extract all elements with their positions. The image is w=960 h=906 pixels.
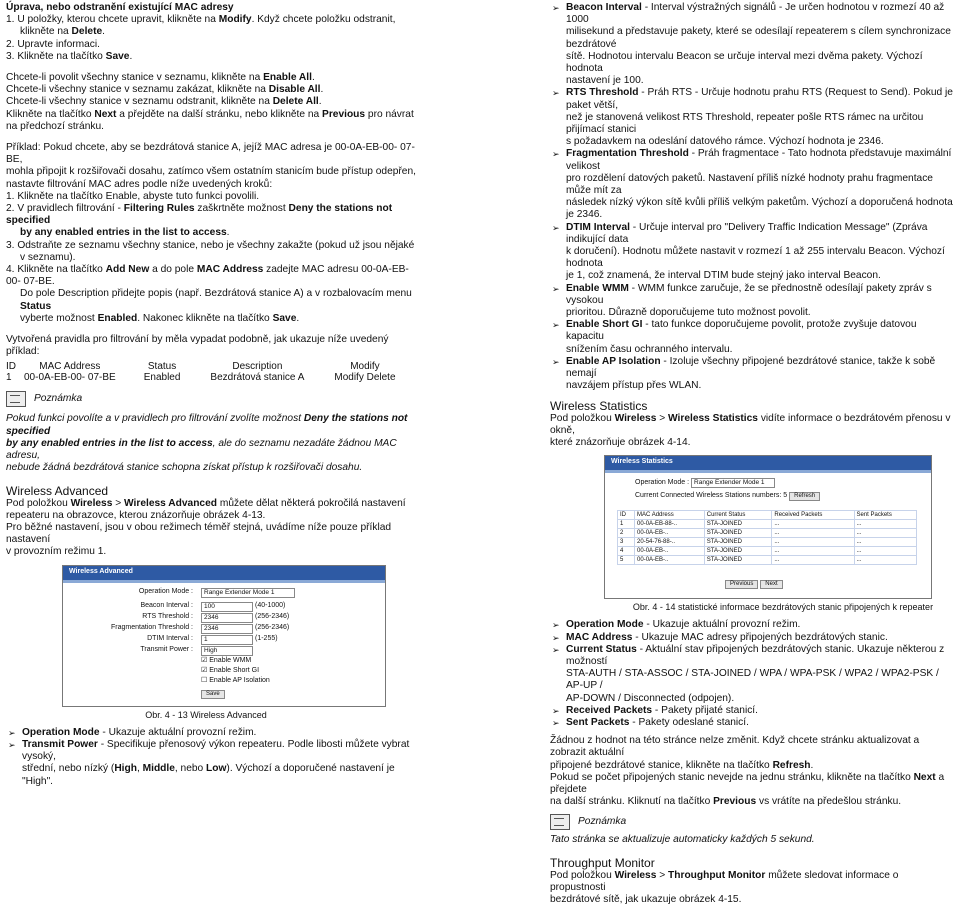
wireless-advanced-heading: Wireless Advanced: [6, 483, 109, 498]
table-header-cell: Current Status: [704, 511, 772, 520]
table-cell: 20-54-76-88-..: [635, 538, 705, 547]
arrow-bullet-icon: ➢: [552, 3, 560, 13]
previous-button[interactable]: Previous: [725, 580, 758, 589]
edit-step-2: 2. Upravte informaci.: [6, 38, 100, 50]
table-cell: 1: [6, 372, 12, 384]
fragmentation-label: Fragmentation Threshold :: [111, 623, 193, 631]
item-text: - Práh RTS - Určuje hodnotu prahu RTS (Request to Send). Pokud je paket větší,: [566, 87, 953, 111]
list-item: [550, 173, 956, 197]
next-previous-text: Klikněte na tlačítko Next a přejděte na další stránku, nebo klikněte na Previous pro návrat: [6, 108, 414, 120]
table-cell: ...: [854, 520, 917, 529]
list-item: [550, 112, 956, 136]
example-step-3b: v seznamu).: [20, 251, 76, 263]
table-header-cell: Modify: [350, 361, 380, 373]
dtim-range: (1-255): [255, 634, 278, 642]
ws-operation-mode: Operation Mode : Range Extender Mode 1: [635, 478, 775, 488]
list-item: [550, 87, 956, 111]
note-label: Poznámka: [34, 393, 83, 405]
wa-para-4: v provozním režimu 1.: [6, 546, 107, 558]
example-step-3: 3. Odstraňte ze seznamu všechny stanice, nebo je všechny zakažte (pokud už jsou nějaké: [6, 239, 415, 251]
arrow-bullet-icon: ➢: [552, 620, 560, 631]
item-operation-mode: ➢ Operation Mode - Ukazuje aktuální provozní režim.: [8, 726, 257, 738]
list-item: [550, 619, 956, 631]
table-cell: 00-0A-EB-..: [635, 556, 705, 565]
example-step-4: 4. Klikněte na tlačítko Add New a do pole MAC Address zadejte MAC adresu 00-0A-EB-00- 07-BE.: [6, 264, 409, 288]
ws-para-2: které znázorňuje obrázek 4-14.: [550, 436, 691, 448]
wa-para-3: Pro běžné nastavení, jsou v obou režimech téměř stejná, uvádíme níže pouze příklad nastavení: [6, 521, 392, 546]
arrow-bullet-icon: ➢: [552, 356, 560, 367]
note-block-2: [550, 814, 956, 830]
operation-mode-value: Range Extender Mode 1: [201, 588, 295, 598]
arrow-bullet-icon: ➢: [8, 739, 16, 750]
table-row: [618, 538, 917, 547]
change-para-1: Žádnou z hodnot na této stránce nelze změnit. Když chcete stránku aktualizovat a zobrazit aktuální: [550, 735, 920, 759]
note-icon: [550, 814, 570, 830]
wireless-advanced-screenshot: [62, 565, 386, 707]
example-line-1: Příklad: Pokud chcete, aby se bezdrátová stanice A, jejíž MAC adresa je 00-0A-EB-00- 07-BE,: [6, 142, 415, 166]
table-cell: 5: [618, 556, 635, 565]
item-text: je 1, což znamená, že interval DTIM bude stejný jako interval Beacon.: [566, 270, 881, 282]
beacon-interval-range: (40-1000): [255, 601, 286, 609]
stations-table: [617, 510, 917, 565]
item-term: Sent Packets: [566, 716, 630, 728]
item-text: milisekund a představuje pakety, které se odesílají repeaterem s cílem synchronizace bezdrátové: [566, 26, 951, 50]
wa-para-1: Pod položkou Wireless > Wireless Advanced můžete dělat některá pokročilá nastavení: [6, 497, 406, 509]
table-cell: 00-0A-EB-..: [635, 547, 705, 556]
item-transmit-power: ➢ Transmit Power - Specifikuje přenosový výkon repeateru. Podle libosti můžete vybrat vysoký,: [8, 738, 410, 763]
table-cell: Bezdrátová stanice A: [210, 372, 305, 384]
ws-station-count: Current Connected Wireless Stations numbers: 5 Refresh: [635, 492, 820, 501]
item-term: Enable AP Isolation: [566, 355, 661, 367]
table-row: [618, 529, 917, 538]
ws-para-1: Pod položkou Wireless > Wireless Statistics vidíte informace o bezdrátovém přenosu v okně,: [550, 412, 951, 436]
bulk-enable: Chcete-li povolit všechny stanice v seznamu, klikněte na Enable All.: [6, 72, 315, 84]
table-cell: ...: [854, 547, 917, 556]
table-cell: 00-0A-EB-00- 07-BE: [24, 372, 116, 384]
item-term: Operation Mode: [566, 619, 644, 631]
item-text: - Ukazuje aktuální provozní režim.: [643, 619, 801, 631]
wireless-statistics-screenshot: [604, 455, 932, 599]
item-text: - Interval výstražných signálů - Je určen hodnotou v rozmezí 40 až 1000: [566, 2, 945, 26]
beacon-interval-label: Beacon Interval :: [140, 601, 193, 609]
ap-isolation-checkbox-row[interactable]: ☐ Enable AP Isolation: [201, 676, 270, 684]
item-text: - Aktuální stav připojených bezdrátových stanic. Ukazuje některou z možností: [566, 643, 945, 667]
note-text-3: nebude žádná bezdrátová stanice schopna získat přístup k rozšiřovači dosahu.: [6, 462, 363, 474]
table-cell: 00-0A-EB-..: [635, 529, 705, 538]
item-text: - WMM funkce zaručuje, že se přednostně odesílají pakety zpráv s vysokou: [566, 282, 932, 306]
item-text: než je stanovená velikost RTS Threshold, repeater pošle RTS rámec na určitou přijímací stanici: [566, 111, 924, 136]
item-term: Enable WMM: [566, 282, 629, 294]
table-header-cell: ID: [6, 361, 16, 373]
item-text: STA-AUTH / STA-ASSOC / STA-JOINED / WPA / WPA-PSK / WPA2 / WPA2-PSK / AP-UP /: [566, 668, 939, 692]
table-cell: Enabled: [143, 372, 181, 384]
example-step-2: 2. V pravidlech filtrování - Filtering Rules zaškrtněte možnost Deny the stations not specified: [6, 203, 393, 227]
list-item: [550, 2, 956, 26]
tm-para-2: bezdrátové sítě, jak ukazuje obrázek 4-15.: [550, 893, 742, 905]
item-text: navzájem přístup přes WLAN.: [566, 380, 702, 392]
item-term: DTIM Interval: [566, 221, 630, 233]
wireless-statistics-heading: Wireless Statistics: [550, 398, 648, 413]
item-text: sítě. Hodnotou intervalu Beacon se určuje interval mezi dvěma pakety. Výchozí hodnota: [566, 50, 923, 75]
list-item: [550, 148, 956, 172]
arrow-bullet-icon: ➢: [552, 283, 560, 294]
arrow-bullet-icon: ➢: [552, 320, 560, 331]
example-step-2b: by any enabled entries in the list to access.: [20, 227, 230, 239]
list-item: [550, 307, 956, 319]
example-line-3: nastavte filtrování MAC adres podle níže uvedených kroků:: [6, 178, 273, 190]
operation-mode-label: Operation Mode :: [138, 587, 193, 595]
table-row: [6, 361, 400, 372]
left-column: [6, 2, 416, 788]
short-gi-checkbox-row[interactable]: ☑ Enable Short GI: [201, 666, 260, 674]
list-item: [550, 380, 956, 392]
bulk-disable: Chcete-li všechny stanice v seznamu zakázat, klikněte na Disable All.: [6, 84, 324, 96]
example-step-4b: Do pole Description přidejte popis (např. Bezdrátová stanice A) a v rozbalovacím menu Status: [20, 288, 412, 312]
figure-caption-4-13: Obr. 4 - 13 Wireless Advanced: [145, 709, 267, 720]
table-cell: ...: [772, 547, 854, 556]
list-item: [550, 270, 956, 282]
transmit-power-select[interactable]: High: [201, 646, 253, 656]
wa-para-2: repeateru na obrazovce, kterou znázorňuje obrázek 4-13.: [6, 509, 266, 521]
arrow-bullet-icon: ➢: [552, 88, 560, 99]
edit-step-1: 1. U položky, kterou chcete upravit, klikněte na Modify. Když chcete položku odstranit,: [6, 14, 396, 26]
tm-para-1: Pod položkou Wireless > Throughput Monitor můžete sledovat informace o propustnosti: [550, 869, 899, 893]
note-text-1: Pokud funkci povolíte a v pravidlech pro filtrování zvolíte možnost Deny the stations not specified: [6, 413, 408, 437]
list-item: [550, 693, 956, 705]
table-row: [618, 547, 917, 556]
list-item: [550, 136, 956, 148]
example-step-4c: vyberte možnost Enabled. Nakonec klikněte na tlačítko Save.: [20, 312, 300, 324]
bulk-delete: Chcete-li všechny stanice v seznamu odstranit, klikněte na Delete All.: [6, 96, 322, 108]
item-term: Fragmentation Threshold: [566, 148, 689, 160]
table-cell: STA-JOINED: [704, 547, 772, 556]
dtim-input[interactable]: 1: [201, 635, 253, 645]
table-cell: ...: [772, 529, 854, 538]
table-header-cell: MAC Address: [635, 511, 705, 520]
screenshot-title: Wireless Advanced: [63, 566, 385, 580]
arrow-bullet-icon: ➢: [552, 705, 560, 716]
item-text: k doručení). Hodnotu můžete nastavit v rozmezí 1 až 255 intervalu Beacon. Výchozí hodnota: [566, 246, 945, 270]
table-cell: ...: [854, 529, 917, 538]
rts-threshold-range: (256-2346): [255, 612, 290, 620]
list-item: [550, 344, 956, 356]
save-button[interactable]: Save: [201, 690, 225, 699]
figure-caption-4-14: Obr. 4 - 14 statistické informace bezdrátových stanic připojených k repeater: [632, 602, 934, 613]
item-text: - tato funkce doporučujeme povolit, protože zvyšuje datovou kapacitu: [566, 319, 917, 343]
list-item: [550, 319, 956, 343]
item-text: - Pakety odeslané stanicí.: [629, 716, 749, 728]
table-row: [618, 520, 917, 529]
table-cell: 1: [618, 520, 635, 529]
table-cell: ...: [772, 538, 854, 547]
arrow-bullet-icon: ➢: [552, 632, 560, 643]
list-item: [550, 356, 956, 380]
table-cell: STA-JOINED: [704, 520, 772, 529]
item-term: RTS Threshold: [566, 87, 639, 99]
list-item: [550, 246, 956, 270]
table-header-cell: Received Packets: [772, 511, 854, 520]
dtim-label: DTIM Interval :: [147, 634, 193, 642]
fragmentation-range: (256-2346): [255, 623, 290, 631]
filter-example-table: [6, 361, 400, 383]
right-column: [550, 2, 956, 906]
table-cell: ...: [772, 520, 854, 529]
item-text: snížením času ochranného intervalu.: [566, 343, 733, 355]
item-text: pro rozdělení datových paketů. Nastavení příliš nízké hodnoty prahu fragmentace může mít za: [566, 172, 933, 197]
item-term: Received Packets: [566, 704, 653, 716]
arrow-bullet-icon: ➢: [8, 727, 16, 738]
beacon-interval-input[interactable]: 100: [201, 602, 253, 612]
filter-intro: Vytvořená pravidla pro filtrování by měla vypadat podobně, jak ukazuje níže uvedený příklad:: [6, 334, 389, 358]
example-step-1: 1. Klikněte na tlačítko Enable, abyste tuto funkci povolili.: [6, 190, 260, 202]
item-text: s požadavkem na odeslání datového rámce. Výchozí hodnota je 2346.: [566, 136, 884, 148]
item-term: Enable Short GI: [566, 319, 643, 331]
item-term: Beacon Interval: [566, 2, 642, 13]
screenshot-title: Wireless Statistics: [605, 456, 931, 470]
change-para-3: Pokud se počet připojených stanic nevejde na jednu stránku, klikněte na tlačítko Next a přejdete: [550, 771, 945, 795]
table-cell: ...: [854, 556, 917, 565]
table-row: [618, 556, 917, 565]
item-text: - Izoluje všechny připojené bezdrátové stanice, takže k sobě nemají: [566, 355, 936, 380]
arrow-bullet-icon: ➢: [552, 149, 560, 160]
list-item: [550, 644, 956, 668]
fragmentation-input[interactable]: 2346: [201, 624, 253, 634]
note-text-2: by any enabled entries in the list to access, ale do seznamu nezadáte žádnou MAC adresu,: [6, 437, 397, 462]
table-cell: STA-JOINED: [704, 556, 772, 565]
table-header-cell: Status: [147, 361, 177, 373]
table-cell: Modify Delete: [334, 372, 396, 384]
note-icon: [6, 391, 26, 407]
edit-heading: Úprava, nebo odstranění existující MAC adresy: [6, 2, 234, 13]
item-text: - Práh fragmentace - Tato hodnota představuje maximální velikost: [566, 148, 952, 172]
item-transmit-power-2: střední, nebo nízký (High, Middle, nebo Low). Výchozí a doporučené nastavení je "High".: [22, 763, 395, 787]
table-cell: STA-JOINED: [704, 538, 772, 547]
edit-step-3: 3. Klikněte na tlačítko Save.: [6, 50, 133, 62]
item-text: prioritou. Důrazně doporučujeme tuto možnost povolit.: [566, 307, 811, 319]
item-term: MAC Address: [566, 631, 633, 643]
transmit-power-label: Transmit Power :: [140, 645, 193, 653]
table-cell: 3: [618, 538, 635, 547]
next-button[interactable]: Next: [760, 580, 782, 589]
list-item: [550, 717, 956, 729]
arrow-bullet-icon: ➢: [552, 222, 560, 233]
arrow-bullet-icon: ➢: [552, 717, 560, 728]
table-row: [618, 511, 917, 520]
list-item: [550, 632, 956, 644]
table-header-cell: Sent Packets: [854, 511, 917, 520]
refresh-button[interactable]: Refresh: [789, 492, 820, 501]
change-para-2: připojené bezdrátové stanice, klikněte na tlačítko Refresh.: [550, 759, 814, 771]
rts-threshold-input[interactable]: 2346: [201, 613, 253, 623]
item-text: následek nízký výkon sítě kvůli příliš velkým paketům. Výchozí a doporučená hodnota je 2346.: [566, 197, 953, 221]
table-cell: ...: [854, 538, 917, 547]
note-block: [6, 391, 416, 407]
rts-threshold-label: RTS Threshold :: [142, 612, 193, 620]
table-header-cell: ID: [618, 511, 635, 520]
item-text: - Ukazuje MAC adresy připojených bezdrátových stanic.: [632, 631, 888, 643]
note-label: Poznámka: [578, 816, 627, 828]
note-text: Tato stránka se aktualizuje automaticky každých 5 sekund.: [550, 834, 815, 846]
item-text: AP-DOWN / Disconnected (odpojen).: [566, 692, 735, 704]
table-header-cell: Description: [232, 361, 283, 373]
table-header-cell: MAC Address: [39, 361, 101, 373]
item-text: - Určuje interval pro "Delivery Traffic Indication Message" (Zpráva indikující data: [566, 221, 928, 245]
item-text: - Pakety přijaté stanicí.: [652, 704, 758, 716]
table-cell: 4: [618, 547, 635, 556]
list-item: [550, 705, 956, 717]
list-item: [550, 283, 956, 307]
item-text: nastavení je 100.: [566, 75, 644, 87]
example-line-2: mohla připojit k rozšiřovači dosahu, zatímco všem ostatním stanicím bude přístup odepřen,: [6, 166, 416, 178]
item-term: Current Status: [566, 643, 637, 655]
table-row: [6, 372, 400, 383]
table-cell: 2: [618, 529, 635, 538]
table-cell: 00-0A-EB-88-..: [635, 520, 705, 529]
arrow-bullet-icon: ➢: [552, 644, 560, 655]
list-item: [550, 668, 956, 692]
list-item: [550, 197, 956, 221]
change-para-4: na další stránku. Kliknutí na tlačítko Previous vs vrátíte na předešlou stránku.: [550, 796, 902, 808]
table-cell: STA-JOINED: [704, 529, 772, 538]
throughput-monitor-heading: Throughput Monitor: [550, 855, 655, 870]
list-item: [550, 75, 956, 87]
list-item: [550, 26, 956, 50]
edit-step-1b: klikněte na Delete.: [20, 26, 105, 38]
next-previous-text-2: na předchozí stránku.: [6, 120, 104, 132]
list-item: [550, 51, 956, 75]
table-cell: ...: [772, 556, 854, 565]
wmm-checkbox-row[interactable]: ☑ Enable WMM: [201, 656, 252, 664]
list-item: [550, 222, 956, 246]
